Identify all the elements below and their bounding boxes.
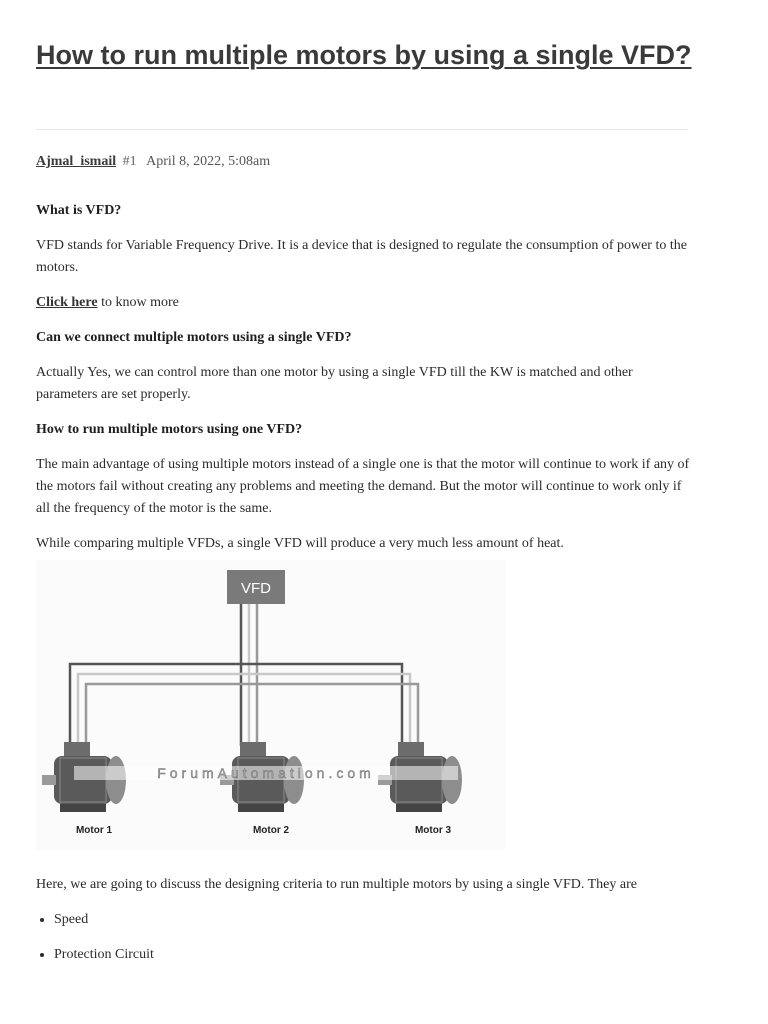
heading-can-we-connect: Can we connect multiple motors using a single VFD?	[36, 330, 352, 345]
heading-what-is-vfd: What is VFD?	[36, 203, 122, 218]
paragraph-click-here	[36, 292, 691, 314]
list-item: • Speed	[54, 909, 716, 931]
vfd-diagram-svg	[36, 560, 506, 850]
click-here-link[interactable]: Click here	[36, 295, 98, 310]
motor-2-label: Motor 2	[252, 825, 290, 836]
vfd-box-label: VFD	[241, 580, 271, 597]
paragraph-how-to-run: The main advantage of using multiple motors instead of a single one is that the motor will continue to work if any of the motors fail without creating any problems and meeting the demand. But the motor will continue to work only if all the frequency of the motor is the same.	[36, 457, 690, 516]
post-date[interactable]: April 8, 2022, 5:08am	[146, 154, 271, 169]
title-divider	[36, 129, 688, 130]
paragraph-comparing: While comparing multiple VFDs, a single VFD will produce a very much less amount of heat.	[36, 536, 564, 551]
criteria-list	[36, 909, 716, 966]
post-meta	[36, 152, 270, 172]
motor-3-label: Motor 3	[414, 825, 452, 836]
list-item: • Protection Circuit	[54, 944, 716, 966]
diagram-watermark: ForumAutomation.com	[157, 765, 375, 781]
paragraph-criteria-intro: Here, we are going to discuss the designing criteria to run multiple motors by using a single VFD. They are	[36, 877, 637, 892]
post-body-continued	[36, 874, 716, 979]
vfd-wiring-diagram[interactable]	[36, 560, 506, 850]
post-author-link[interactable]: Ajmal_ismail	[36, 154, 117, 169]
click-here-rest: to know more	[97, 295, 179, 310]
paragraph-can-we-connect: Actually Yes, we can control more than one motor by using a single VFD till the KW is matched and other parameters are set properly.	[36, 365, 633, 402]
post-number[interactable]: #1	[122, 154, 137, 169]
paragraph-what-is-vfd: VFD stands for Variable Frequency Drive. It is a device that is designed to regulate the consumption of power to the motors.	[36, 238, 687, 275]
motor-1-label: Motor 1	[75, 825, 113, 836]
topic-title[interactable]: How to run multiple motors by using a single VFD?	[36, 40, 692, 70]
heading-how-to-run: How to run multiple motors using one VFD?	[36, 422, 303, 437]
post-body	[36, 200, 691, 568]
